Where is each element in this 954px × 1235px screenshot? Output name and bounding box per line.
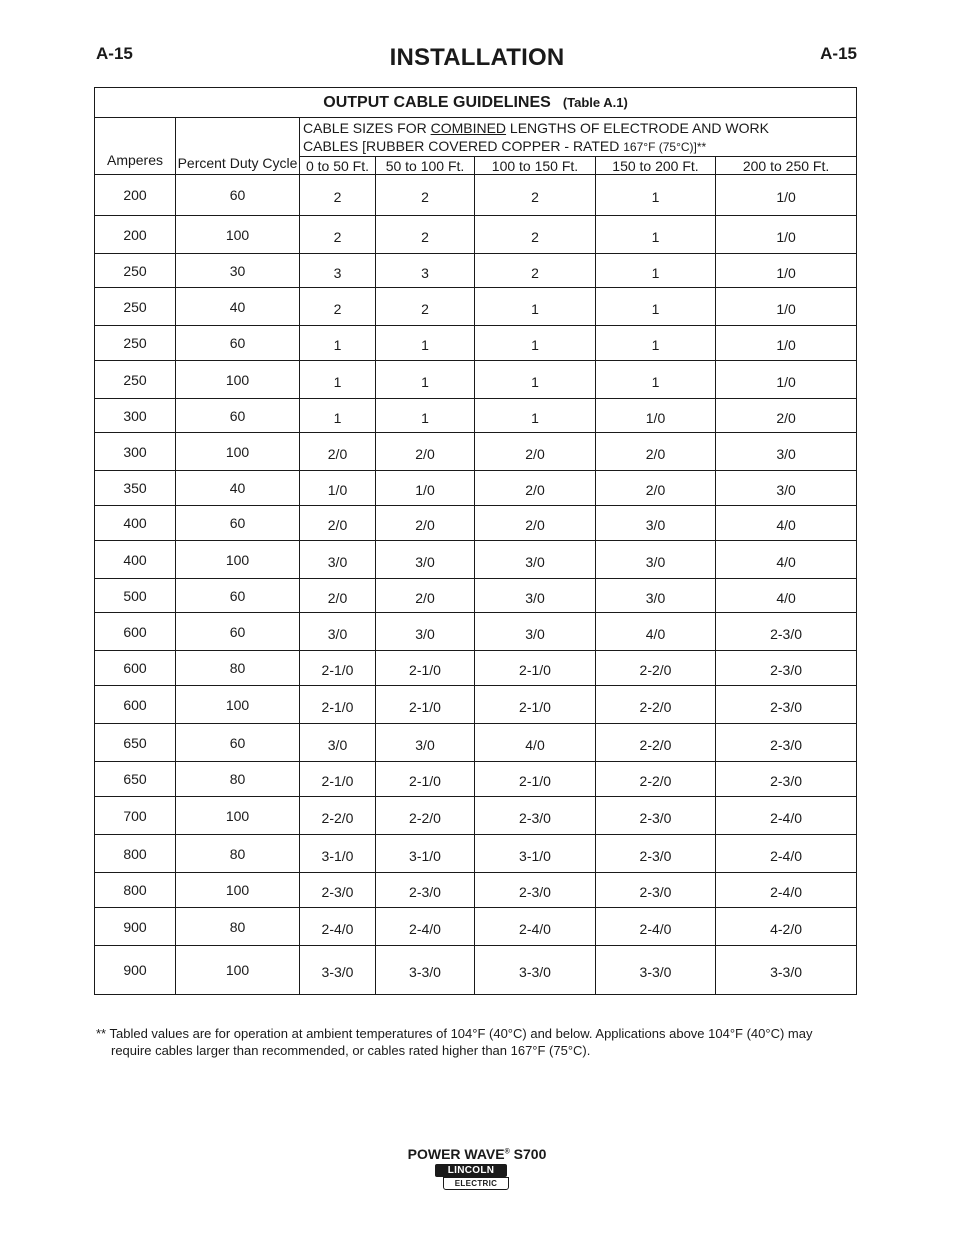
amperes-cell: 600: [95, 651, 176, 686]
lincoln-electric-logo: [435, 1164, 509, 1190]
cable-size-cell: 2-2/0: [596, 762, 716, 797]
cable-size-cell: 2-1/0: [300, 651, 376, 686]
cable-size-cell: 3: [300, 254, 376, 288]
product-name: [0, 1146, 954, 1162]
cable-size-cell: 4/0: [716, 506, 857, 541]
logo-lincoln: LINCOLN: [435, 1164, 507, 1177]
cable-size-cell: 3-1/0: [300, 835, 376, 873]
duty-cycle-cell: 100: [176, 797, 300, 835]
header-length-2: 100 to 150 Ft.: [475, 157, 596, 175]
header-cable-sizes: [300, 118, 857, 157]
cable-size-cell: 2-3/0: [596, 835, 716, 873]
cable-size-cell: 1: [300, 326, 376, 361]
cable-size-cell: 3-3/0: [475, 946, 596, 995]
cable-size-cell: 1: [376, 361, 475, 399]
cable-size-cell: 1/0: [716, 326, 857, 361]
cable-size-cell: 2-3/0: [716, 651, 857, 686]
cable-size-cell: 1/0: [596, 399, 716, 433]
cable-size-cell: 2: [376, 175, 475, 216]
cable-size-cell: 2: [475, 254, 596, 288]
cable-size-cell: 2/0: [475, 471, 596, 506]
cable-size-cell: 1: [596, 216, 716, 254]
cable-size-cell: 2-4/0: [475, 908, 596, 946]
amperes-cell: 200: [95, 175, 176, 216]
amperes-cell: 400: [95, 541, 176, 579]
duty-cycle-cell: 100: [176, 216, 300, 254]
cable-size-cell: 2-1/0: [376, 651, 475, 686]
cable-size-cell: 2-4/0: [300, 908, 376, 946]
cable-size-cell: 2/0: [716, 399, 857, 433]
amperes-cell: 350: [95, 471, 176, 506]
cable-size-cell: 3/0: [596, 506, 716, 541]
table-row: [95, 433, 857, 471]
cable-size-cell: 4/0: [716, 579, 857, 613]
cable-size-cell: 3/0: [300, 724, 376, 762]
cable-size-cell: 2/0: [300, 506, 376, 541]
output-cable-guidelines-table: [94, 87, 857, 995]
duty-cycle-cell: 80: [176, 908, 300, 946]
duty-cycle-cell: 40: [176, 288, 300, 326]
amperes-cell: 250: [95, 254, 176, 288]
cable-size-cell: 2: [376, 216, 475, 254]
product-name-b: S700: [509, 1146, 547, 1162]
cable-size-cell: 2-3/0: [475, 797, 596, 835]
duty-cycle-cell: 30: [176, 254, 300, 288]
cable-size-cell: 3/0: [376, 541, 475, 579]
cable-size-cell: 2-3/0: [716, 724, 857, 762]
cable-size-cell: 1/0: [716, 216, 857, 254]
cable-size-cell: 1: [596, 175, 716, 216]
page-number-right: A-15: [820, 44, 857, 63]
cable-size-cell: 1/0: [716, 175, 857, 216]
header-cable-sizes-part-a: CABLE SIZES FOR: [303, 119, 431, 136]
header-percent-duty-cycle: Percent Duty Cycle: [176, 118, 300, 175]
duty-cycle-cell: 100: [176, 541, 300, 579]
cable-size-cell: 1: [475, 326, 596, 361]
amperes-cell: 800: [95, 835, 176, 873]
duty-cycle-cell: 100: [176, 433, 300, 471]
amperes-cell: 250: [95, 326, 176, 361]
duty-cycle-cell: 80: [176, 651, 300, 686]
duty-cycle-cell: 60: [176, 506, 300, 541]
cable-size-cell: 1/0: [716, 361, 857, 399]
cable-size-cell: 2/0: [596, 471, 716, 506]
cable-size-cell: 3-1/0: [475, 835, 596, 873]
table-row: [95, 579, 857, 613]
table-row: [95, 254, 857, 288]
table-title-cell: [95, 88, 857, 118]
cable-size-cell: 3/0: [475, 613, 596, 651]
cable-size-cell: 1: [475, 288, 596, 326]
cable-size-cell: 3-1/0: [376, 835, 475, 873]
cable-size-cell: 2-2/0: [596, 651, 716, 686]
cable-size-cell: 2: [300, 175, 376, 216]
cable-size-cell: 2-3/0: [716, 762, 857, 797]
cable-size-cell: 2-1/0: [475, 651, 596, 686]
cable-size-cell: 2/0: [475, 506, 596, 541]
cable-size-cell: 2-1/0: [376, 686, 475, 724]
cable-size-cell: 2-1/0: [475, 762, 596, 797]
cable-size-cell: 1: [376, 326, 475, 361]
cable-size-cell: 2-1/0: [475, 686, 596, 724]
table-title: OUTPUT CABLE GUIDELINES: [323, 93, 551, 111]
duty-cycle-cell: 80: [176, 762, 300, 797]
cable-size-cell: 4-2/0: [716, 908, 857, 946]
cable-size-cell: 2-4/0: [716, 835, 857, 873]
cable-size-cell: 4/0: [475, 724, 596, 762]
amperes-cell: 700: [95, 797, 176, 835]
cable-size-cell: 3/0: [716, 433, 857, 471]
cable-size-cell: 2-3/0: [716, 613, 857, 651]
amperes-cell: 250: [95, 361, 176, 399]
cable-size-cell: 2-4/0: [596, 908, 716, 946]
cable-size-cell: 2: [376, 288, 475, 326]
cable-size-cell: 2-4/0: [716, 873, 857, 908]
table-row: [95, 471, 857, 506]
footnote: [96, 1025, 866, 1059]
cable-size-cell: 3/0: [300, 541, 376, 579]
cable-size-cell: 3/0: [716, 471, 857, 506]
cable-size-cell: 2/0: [475, 433, 596, 471]
cable-size-cell: 1: [300, 399, 376, 433]
table-row: [95, 873, 857, 908]
cable-size-cell: 2/0: [376, 433, 475, 471]
duty-cycle-cell: 100: [176, 946, 300, 995]
amperes-cell: 600: [95, 686, 176, 724]
table-row: [95, 835, 857, 873]
table-row: [95, 288, 857, 326]
table-subtitle: (Table A.1): [562, 94, 628, 110]
duty-cycle-cell: 60: [176, 399, 300, 433]
cable-size-cell: 2/0: [300, 579, 376, 613]
header-cable-sizes-combined: COMBINED: [430, 119, 507, 136]
cable-size-cell: 4/0: [596, 613, 716, 651]
table-row: [95, 724, 857, 762]
cable-size-cell: 2-2/0: [300, 797, 376, 835]
amperes-cell: 900: [95, 908, 176, 946]
logo-electric: ELECTRIC: [443, 1177, 509, 1190]
cable-size-cell: 2-3/0: [716, 686, 857, 724]
cable-size-cell: 3/0: [475, 541, 596, 579]
duty-cycle-cell: 60: [176, 175, 300, 216]
cable-size-cell: 3-3/0: [716, 946, 857, 995]
header-length-4: 200 to 250 Ft.: [716, 157, 857, 175]
header-cable-sizes-part-c: CABLES [RUBBER COVERED COPPER - RATED: [303, 137, 624, 154]
cable-size-cell: 1: [596, 288, 716, 326]
cable-size-cell: 3-3/0: [596, 946, 716, 995]
header-cable-sizes-rating: 167°F (75°C)]: [623, 139, 697, 154]
cable-size-cell: 2: [475, 175, 596, 216]
product-name-a: POWER WAVE: [407, 1146, 505, 1162]
table-row: [95, 506, 857, 541]
cable-size-cell: 2-1/0: [300, 686, 376, 724]
table-row: [95, 908, 857, 946]
table-row: [95, 175, 857, 216]
cable-size-cell: 2-3/0: [376, 873, 475, 908]
header-length-3: 150 to 200 Ft.: [596, 157, 716, 175]
amperes-cell: 650: [95, 724, 176, 762]
cable-size-cell: 3/0: [596, 579, 716, 613]
amperes-cell: 250: [95, 288, 176, 326]
footnote-line-2: require cables larger than recommended, or cables rated higher than 167°F (75°C).: [111, 1043, 591, 1058]
cable-size-cell: 4/0: [716, 541, 857, 579]
cable-size-cell: 3/0: [596, 541, 716, 579]
header-cable-sizes-footnote-mark: **: [696, 139, 707, 154]
cable-size-cell: 3/0: [376, 724, 475, 762]
header-amperes: Amperes: [95, 118, 176, 175]
cable-size-cell: 2/0: [300, 433, 376, 471]
cable-size-cell: 1/0: [716, 288, 857, 326]
footnote-line-1: ** Tabled values are for operation at ambient temperatures of 104°F (40°C) and below. Applications above 104°F (40°C) may: [96, 1026, 813, 1041]
amperes-cell: 300: [95, 433, 176, 471]
cable-size-cell: 2-2/0: [596, 686, 716, 724]
cable-size-cell: 1: [475, 361, 596, 399]
cable-size-cell: 3: [376, 254, 475, 288]
table-row: [95, 613, 857, 651]
cable-size-cell: 1: [376, 399, 475, 433]
cable-size-cell: 2-1/0: [300, 762, 376, 797]
duty-cycle-cell: 100: [176, 873, 300, 908]
cable-size-cell: 2-3/0: [596, 873, 716, 908]
duty-cycle-cell: 60: [176, 579, 300, 613]
duty-cycle-cell: 40: [176, 471, 300, 506]
table-row: [95, 651, 857, 686]
duty-cycle-cell: 80: [176, 835, 300, 873]
cable-size-cell: 2/0: [376, 579, 475, 613]
amperes-cell: 600: [95, 613, 176, 651]
cable-size-cell: 1: [596, 361, 716, 399]
table-row: [95, 686, 857, 724]
cable-size-cell: 1/0: [376, 471, 475, 506]
header-cable-sizes-part-b: LENGTHS OF ELECTRODE AND WORK: [506, 119, 769, 136]
cable-size-cell: 2/0: [376, 506, 475, 541]
amperes-cell: 900: [95, 946, 176, 995]
cable-size-cell: 2: [300, 216, 376, 254]
table-row: [95, 797, 857, 835]
cable-size-cell: 2-3/0: [475, 873, 596, 908]
table-row: [95, 541, 857, 579]
duty-cycle-cell: 100: [176, 361, 300, 399]
cable-size-cell: 3-3/0: [376, 946, 475, 995]
header-length-0: 0 to 50 Ft.: [300, 157, 376, 175]
cable-size-cell: 1: [475, 399, 596, 433]
cable-size-cell: 2-2/0: [596, 724, 716, 762]
cable-size-cell: 2: [300, 288, 376, 326]
section-title: INSTALLATION: [389, 44, 565, 71]
cable-size-cell: 1: [596, 254, 716, 288]
amperes-cell: 500: [95, 579, 176, 613]
cable-size-cell: 3/0: [475, 579, 596, 613]
cable-size-cell: 1: [300, 361, 376, 399]
duty-cycle-cell: 60: [176, 724, 300, 762]
duty-cycle-cell: 100: [176, 686, 300, 724]
cable-size-cell: 2-2/0: [376, 797, 475, 835]
cable-size-cell: 2-1/0: [376, 762, 475, 797]
table-row: [95, 946, 857, 995]
table-row: [95, 326, 857, 361]
cable-size-cell: 2/0: [596, 433, 716, 471]
cable-size-cell: 2-3/0: [300, 873, 376, 908]
table-row: [95, 216, 857, 254]
cable-size-cell: 1/0: [300, 471, 376, 506]
cable-size-cell: 3-3/0: [300, 946, 376, 995]
header-length-1: 50 to 100 Ft.: [376, 157, 475, 175]
table-row: [95, 361, 857, 399]
duty-cycle-cell: 60: [176, 613, 300, 651]
cable-size-cell: 1/0: [716, 254, 857, 288]
page-number-left: A-15: [96, 44, 133, 63]
registered-mark: ®: [504, 1148, 510, 1156]
amperes-cell: 650: [95, 762, 176, 797]
table-row: [95, 399, 857, 433]
table-row: [95, 762, 857, 797]
amperes-cell: 300: [95, 399, 176, 433]
amperes-cell: 200: [95, 216, 176, 254]
cable-size-cell: 2: [475, 216, 596, 254]
cable-size-cell: 2-4/0: [716, 797, 857, 835]
amperes-cell: 800: [95, 873, 176, 908]
duty-cycle-cell: 60: [176, 326, 300, 361]
cable-size-cell: 2-3/0: [596, 797, 716, 835]
cable-size-cell: 3/0: [300, 613, 376, 651]
cable-size-cell: 1: [596, 326, 716, 361]
cable-size-cell: 3/0: [376, 613, 475, 651]
cable-size-cell: 2-4/0: [376, 908, 475, 946]
amperes-cell: 400: [95, 506, 176, 541]
